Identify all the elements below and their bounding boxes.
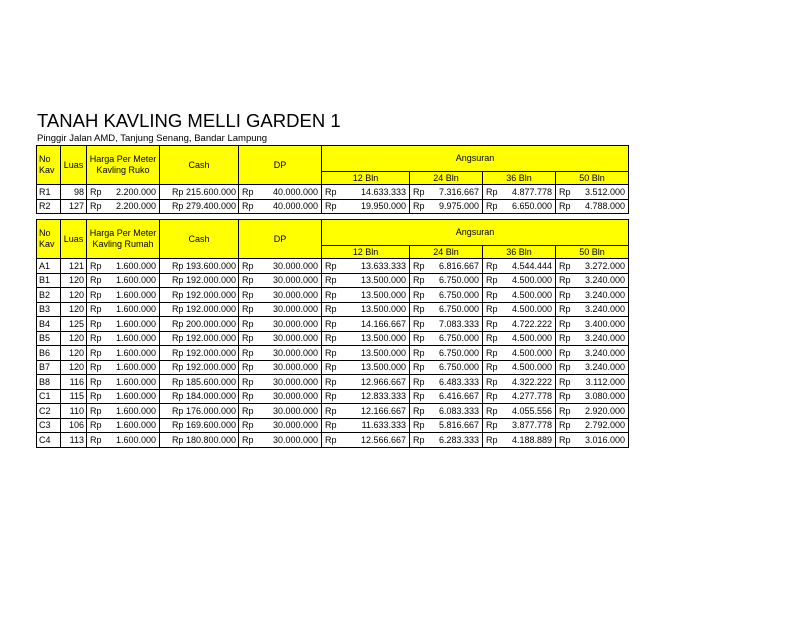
currency-label: Rp [556,302,576,317]
currency-label: Rp [322,273,344,288]
dp-value: 30.000.000 [267,331,322,346]
currency-label: Rp [410,346,430,361]
currency-label: Rp [239,302,267,317]
currency-label: Rp [87,360,107,375]
dp-value: 40.000.000 [267,185,322,200]
currency-label: Rp [410,288,430,303]
angsuran-50-value: 3.240.000 [576,288,629,303]
harga-value: 1.600.000 [107,288,160,303]
dp-value: 30.000.000 [267,433,322,448]
harga-value: 1.600.000 [107,375,160,390]
currency-label: Rp [556,273,576,288]
luas-value: 120 [61,346,87,361]
currency-label: Rp [322,185,344,200]
currency-label: Rp [483,360,503,375]
currency-label: Rp [483,389,503,404]
angsuran-12-value: 12.166.667 [344,404,410,419]
angsuran-12-value: 13.500.000 [344,288,410,303]
angsuran-36-value: 4.877.778 [503,185,556,200]
currency-label: Rp [483,302,503,317]
angsuran-12-value: 14.633.333 [344,185,410,200]
currency-label: Rp [483,273,503,288]
currency-label: Rp [87,375,107,390]
angsuran-36-value: 4.500.000 [503,288,556,303]
currency-label: Rp [410,375,430,390]
table-row [37,389,629,404]
currency-label: Rp [483,185,503,200]
angsuran-36-value: 3.877.778 [503,418,556,433]
currency-label: Rp [556,360,576,375]
header-dp: DP [239,220,322,259]
header-36-bln: 36 Bln [483,246,556,259]
currency-label: Rp [410,433,430,448]
luas-value: 127 [61,199,87,214]
kavling-number: R1 [37,185,61,200]
angsuran-12-value: 11.633.333 [344,418,410,433]
cash-value: Rp 184.000.000 [160,389,239,404]
angsuran-50-value: 4.788.000 [576,199,629,214]
currency-label: Rp [556,288,576,303]
angsuran-24-value: 6.416.667 [430,389,483,404]
currency-label: Rp [556,418,576,433]
luas-value: 120 [61,331,87,346]
luas-value: 120 [61,360,87,375]
currency-label: Rp [322,418,344,433]
angsuran-24-value: 6.083.333 [430,404,483,419]
angsuran-36-value: 4.055.556 [503,404,556,419]
table-row [37,360,629,375]
currency-label: Rp [410,418,430,433]
currency-label: Rp [87,346,107,361]
table-row [37,375,629,390]
kavling-number: B3 [37,302,61,317]
dp-value: 30.000.000 [267,273,322,288]
currency-label: Rp [239,259,267,274]
angsuran-36-value: 4.500.000 [503,360,556,375]
currency-label: Rp [239,346,267,361]
kavling-number: B4 [37,317,61,332]
currency-label: Rp [483,346,503,361]
currency-label: Rp [239,273,267,288]
currency-label: Rp [410,389,430,404]
angsuran-50-value: 3.240.000 [576,273,629,288]
luas-value: 98 [61,185,87,200]
currency-label: Rp [87,389,107,404]
header-24-bln: 24 Bln [410,246,483,259]
table-row [37,288,629,303]
dp-value: 40.000.000 [267,199,322,214]
kavling-number: B5 [37,331,61,346]
price-table-ruko [36,145,629,214]
harga-value: 2.200.000 [107,199,160,214]
page-subtitle: Pinggir Jalan AMD, Tanjung Senang, Bandar Lampung [37,133,268,144]
harga-value: 2.200.000 [107,185,160,200]
kavling-number: B6 [37,346,61,361]
header-50-bln: 50 Bln [556,172,629,185]
dp-value: 30.000.000 [267,302,322,317]
angsuran-50-value: 2.920.000 [576,404,629,419]
kavling-number: B8 [37,375,61,390]
table-row [37,185,629,200]
angsuran-50-value: 3.240.000 [576,302,629,317]
currency-label: Rp [322,433,344,448]
currency-label: Rp [410,199,430,214]
angsuran-36-value: 4.500.000 [503,331,556,346]
angsuran-24-value: 7.316.667 [430,185,483,200]
currency-label: Rp [322,331,344,346]
currency-label: Rp [87,418,107,433]
cash-value: Rp 192.000.000 [160,288,239,303]
cash-value: Rp 215.600.000 [160,185,239,200]
page-title: TANAH KAVLING MELLI GARDEN 1 [37,110,341,131]
header-cash: Cash [160,146,239,185]
currency-label: Rp [483,404,503,419]
currency-label: Rp [87,259,107,274]
currency-label: Rp [483,331,503,346]
harga-value: 1.600.000 [107,404,160,419]
harga-value: 1.600.000 [107,360,160,375]
angsuran-24-value: 7.083.333 [430,317,483,332]
currency-label: Rp [239,404,267,419]
currency-label: Rp [87,199,107,214]
luas-value: 116 [61,375,87,390]
dp-value: 30.000.000 [267,288,322,303]
angsuran-12-value: 13.500.000 [344,360,410,375]
angsuran-24-value: 6.750.000 [430,346,483,361]
angsuran-12-value: 13.500.000 [344,302,410,317]
currency-label: Rp [410,259,430,274]
currency-label: Rp [322,259,344,274]
table-row [37,404,629,419]
kavling-number: R2 [37,199,61,214]
header-50-bln: 50 Bln [556,246,629,259]
currency-label: Rp [87,273,107,288]
cash-value: Rp 279.400.000 [160,199,239,214]
header-24-bln: 24 Bln [410,172,483,185]
angsuran-24-value: 6.750.000 [430,288,483,303]
header-no-kav: No Kav [37,146,61,185]
currency-label: Rp [556,389,576,404]
luas-value: 120 [61,288,87,303]
currency-label: Rp [239,375,267,390]
header-dp: DP [239,146,322,185]
table-row [37,346,629,361]
angsuran-36-value: 4.500.000 [503,302,556,317]
table-row [37,418,629,433]
currency-label: Rp [322,360,344,375]
angsuran-50-value: 2.792.000 [576,418,629,433]
price-table-rumah [36,219,629,448]
angsuran-12-value: 13.500.000 [344,331,410,346]
currency-label: Rp [483,375,503,390]
cash-value: Rp 169.600.000 [160,418,239,433]
currency-label: Rp [556,185,576,200]
angsuran-36-value: 4.277.778 [503,389,556,404]
angsuran-50-value: 3.240.000 [576,360,629,375]
angsuran-12-value: 13.633.333 [344,259,410,274]
currency-label: Rp [556,375,576,390]
cash-value: Rp 192.000.000 [160,346,239,361]
angsuran-36-value: 4.322.222 [503,375,556,390]
header-12-bln: 12 Bln [322,172,410,185]
luas-value: 121 [61,259,87,274]
angsuran-36-value: 4.188.889 [503,433,556,448]
currency-label: Rp [483,199,503,214]
angsuran-24-value: 6.283.333 [430,433,483,448]
cash-value: Rp 193.600.000 [160,259,239,274]
angsuran-36-value: 6.650.000 [503,199,556,214]
currency-label: Rp [410,360,430,375]
currency-label: Rp [322,404,344,419]
currency-label: Rp [556,317,576,332]
angsuran-36-value: 4.500.000 [503,346,556,361]
angsuran-12-value: 13.500.000 [344,346,410,361]
header-no-kav: No Kav [37,220,61,259]
header-12-bln: 12 Bln [322,246,410,259]
table-row [37,331,629,346]
kavling-number: C2 [37,404,61,419]
luas-value: 106 [61,418,87,433]
angsuran-36-value: 4.544.444 [503,259,556,274]
luas-value: 120 [61,302,87,317]
dp-value: 30.000.000 [267,389,322,404]
cash-value: Rp 192.000.000 [160,273,239,288]
currency-label: Rp [483,418,503,433]
table-row [37,199,629,214]
kavling-number: C3 [37,418,61,433]
currency-label: Rp [410,331,430,346]
angsuran-50-value: 3.016.000 [576,433,629,448]
cash-value: Rp 180.800.000 [160,433,239,448]
angsuran-50-value: 3.272.000 [576,259,629,274]
angsuran-24-value: 5.816.667 [430,418,483,433]
angsuran-50-value: 3.400.000 [576,317,629,332]
dp-value: 30.000.000 [267,360,322,375]
currency-label: Rp [87,288,107,303]
angsuran-24-value: 6.750.000 [430,360,483,375]
kavling-number: A1 [37,259,61,274]
kavling-number: B7 [37,360,61,375]
currency-label: Rp [239,199,267,214]
currency-label: Rp [239,288,267,303]
currency-label: Rp [87,185,107,200]
kavling-number: B2 [37,288,61,303]
currency-label: Rp [87,302,107,317]
currency-label: Rp [239,389,267,404]
angsuran-24-value: 6.816.667 [430,259,483,274]
currency-label: Rp [87,317,107,332]
dp-value: 30.000.000 [267,259,322,274]
angsuran-24-value: 6.750.000 [430,331,483,346]
currency-label: Rp [556,199,576,214]
table-row [37,317,629,332]
angsuran-24-value: 6.483.333 [430,375,483,390]
currency-label: Rp [322,288,344,303]
currency-label: Rp [239,433,267,448]
angsuran-50-value: 3.240.000 [576,331,629,346]
dp-value: 30.000.000 [267,418,322,433]
currency-label: Rp [483,259,503,274]
currency-label: Rp [483,317,503,332]
kavling-number: C1 [37,389,61,404]
currency-label: Rp [87,433,107,448]
angsuran-12-value: 13.500.000 [344,273,410,288]
cash-value: Rp 192.000.000 [160,360,239,375]
table-row [37,433,629,448]
angsuran-24-value: 6.750.000 [430,302,483,317]
header-harga: Harga Per Meter Kavling Ruko [87,146,160,185]
angsuran-12-value: 12.966.667 [344,375,410,390]
currency-label: Rp [556,259,576,274]
table-row [37,273,629,288]
angsuran-50-value: 3.240.000 [576,346,629,361]
currency-label: Rp [556,404,576,419]
currency-label: Rp [239,360,267,375]
angsuran-24-value: 9.975.000 [430,199,483,214]
currency-label: Rp [87,404,107,419]
dp-value: 30.000.000 [267,317,322,332]
currency-label: Rp [410,404,430,419]
header-36-bln: 36 Bln [483,172,556,185]
harga-value: 1.600.000 [107,346,160,361]
header-luas: Luas [61,220,87,259]
currency-label: Rp [239,317,267,332]
dp-value: 30.000.000 [267,404,322,419]
cash-value: Rp 176.000.000 [160,404,239,419]
harga-value: 1.600.000 [107,433,160,448]
kavling-number: C4 [37,433,61,448]
luas-value: 125 [61,317,87,332]
dp-value: 30.000.000 [267,375,322,390]
angsuran-12-value: 12.833.333 [344,389,410,404]
header-harga: Harga Per Meter Kavling Rumah [87,220,160,259]
angsuran-50-value: 3.512.000 [576,185,629,200]
table-row [37,259,629,274]
header-cash: Cash [160,220,239,259]
harga-value: 1.600.000 [107,259,160,274]
currency-label: Rp [483,433,503,448]
currency-label: Rp [239,331,267,346]
cash-value: Rp 192.000.000 [160,302,239,317]
harga-value: 1.600.000 [107,317,160,332]
angsuran-12-value: 12.566.667 [344,433,410,448]
currency-label: Rp [322,375,344,390]
luas-value: 113 [61,433,87,448]
cash-value: Rp 185.600.000 [160,375,239,390]
angsuran-36-value: 4.500.000 [503,273,556,288]
currency-label: Rp [556,331,576,346]
angsuran-50-value: 3.080.000 [576,389,629,404]
currency-label: Rp [556,433,576,448]
currency-label: Rp [322,389,344,404]
angsuran-12-value: 14.166.667 [344,317,410,332]
currency-label: Rp [556,346,576,361]
currency-label: Rp [483,288,503,303]
header-angsuran: Angsuran [322,220,629,246]
table-row [37,302,629,317]
dp-value: 30.000.000 [267,346,322,361]
harga-value: 1.600.000 [107,331,160,346]
angsuran-24-value: 6.750.000 [430,273,483,288]
angsuran-36-value: 4.722.222 [503,317,556,332]
harga-value: 1.600.000 [107,418,160,433]
currency-label: Rp [87,331,107,346]
currency-label: Rp [410,185,430,200]
currency-label: Rp [410,273,430,288]
luas-value: 110 [61,404,87,419]
currency-label: Rp [239,418,267,433]
currency-label: Rp [410,302,430,317]
header-angsuran: Angsuran [322,146,629,172]
angsuran-50-value: 3.112.000 [576,375,629,390]
currency-label: Rp [322,199,344,214]
currency-label: Rp [322,302,344,317]
harga-value: 1.600.000 [107,273,160,288]
luas-value: 115 [61,389,87,404]
harga-value: 1.600.000 [107,302,160,317]
cash-value: Rp 200.000.000 [160,317,239,332]
header-luas: Luas [61,146,87,185]
angsuran-12-value: 19.950.000 [344,199,410,214]
currency-label: Rp [322,317,344,332]
cash-value: Rp 192.000.000 [160,331,239,346]
currency-label: Rp [410,317,430,332]
luas-value: 120 [61,273,87,288]
currency-label: Rp [322,346,344,361]
harga-value: 1.600.000 [107,389,160,404]
currency-label: Rp [239,185,267,200]
kavling-number: B1 [37,273,61,288]
